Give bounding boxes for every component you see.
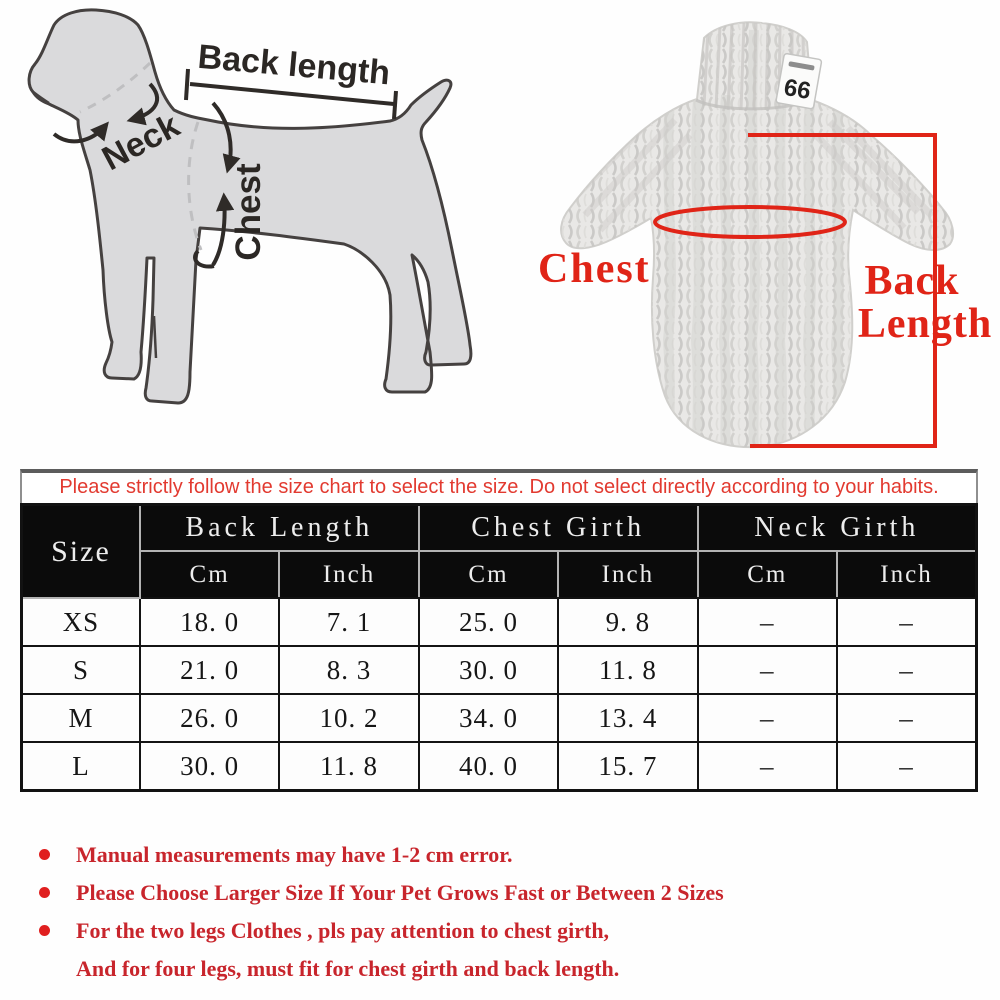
value-cell: 11. 8 [279,742,418,791]
unit-header-inch: Inch [837,551,976,598]
size-chart-warning: Please strictly follow the size chart to select the size. Do not select directly according to your habits. [20,469,978,503]
size-cell: S [22,646,140,694]
dog-measurement-diagram [0,0,480,430]
value-cell: 10. 2 [279,694,418,742]
value-cell: 9. 8 [558,598,697,646]
chest-arrow-hook [195,251,214,267]
table-row-s [22,646,977,694]
header-group-row [22,505,977,552]
bullet-icon [39,887,50,898]
value-cell: 40. 0 [419,742,558,791]
notes-section [30,842,970,981]
value-cell: – [698,694,837,742]
value-cell: – [698,742,837,791]
value-cell: – [837,598,976,646]
table-row-xs [22,598,977,646]
note-text: Manual measurements may have 1-2 cm error. [76,841,513,867]
note-continuation: And for four legs, must fit for chest girth and back length. [76,956,620,981]
sweater-back-label: Back [864,258,960,304]
col-header-size: Size [22,505,140,599]
value-cell: 34. 0 [419,694,558,742]
unit-header-inch: Inch [279,551,418,598]
value-cell: 30. 0 [419,646,558,694]
value-cell: – [698,598,837,646]
bullet-icon [39,849,50,860]
value-cell: 26. 0 [140,694,279,742]
sweater-annotated-photo [500,0,1000,465]
note-text: For the two legs Clothes , pls pay attention to chest girth, [76,917,610,943]
note-item [30,918,970,943]
sweater-chest-label: Chest [538,246,651,292]
table-row-m [22,694,977,742]
sweater-length-label: Length [857,301,993,347]
value-cell: – [698,646,837,694]
value-cell: 15. 7 [558,742,697,791]
value-cell: – [837,742,976,791]
dog-neck-label: Neck [96,106,186,179]
value-cell: – [837,646,976,694]
unit-header-cm: Cm [698,551,837,598]
col-header-back-length: Back Length [140,505,419,552]
col-header-neck-girth: Neck Girth [698,505,977,552]
table-row-l [22,742,977,791]
size-cell: L [22,742,140,791]
header-units-row [22,551,977,598]
value-cell: 11. 8 [558,646,697,694]
size-chart-table [20,503,978,792]
note-text: Please Choose Larger Size If Your Pet Grows Fast or Between 2 Sizes [76,879,724,905]
dog-back-length-label: Back length [196,37,392,93]
back-length-tick-right [394,91,396,119]
unit-header-cm: Cm [419,551,558,598]
value-cell: 30. 0 [140,742,279,791]
size-cell: XS [22,598,140,646]
value-cell: – [837,694,976,742]
value-cell: 25. 0 [419,598,558,646]
bullet-icon [39,925,50,936]
value-cell: 13. 4 [558,694,697,742]
note-item [30,880,970,905]
size-chart-section [20,469,978,792]
value-cell: 18. 0 [140,598,279,646]
dog-chest-label: Chest [229,163,268,261]
unit-header-cm: Cm [140,551,279,598]
collar-tag [776,53,822,109]
unit-header-inch: Inch [558,551,697,598]
tag-number: 66 [781,73,813,106]
size-cell: M [22,694,140,742]
value-cell: 7. 1 [279,598,418,646]
value-cell: 21. 0 [140,646,279,694]
value-cell: 8. 3 [279,646,418,694]
note-item [30,842,970,867]
col-header-chest-girth: Chest Girth [419,505,698,552]
back-length-tick-left [186,69,188,100]
